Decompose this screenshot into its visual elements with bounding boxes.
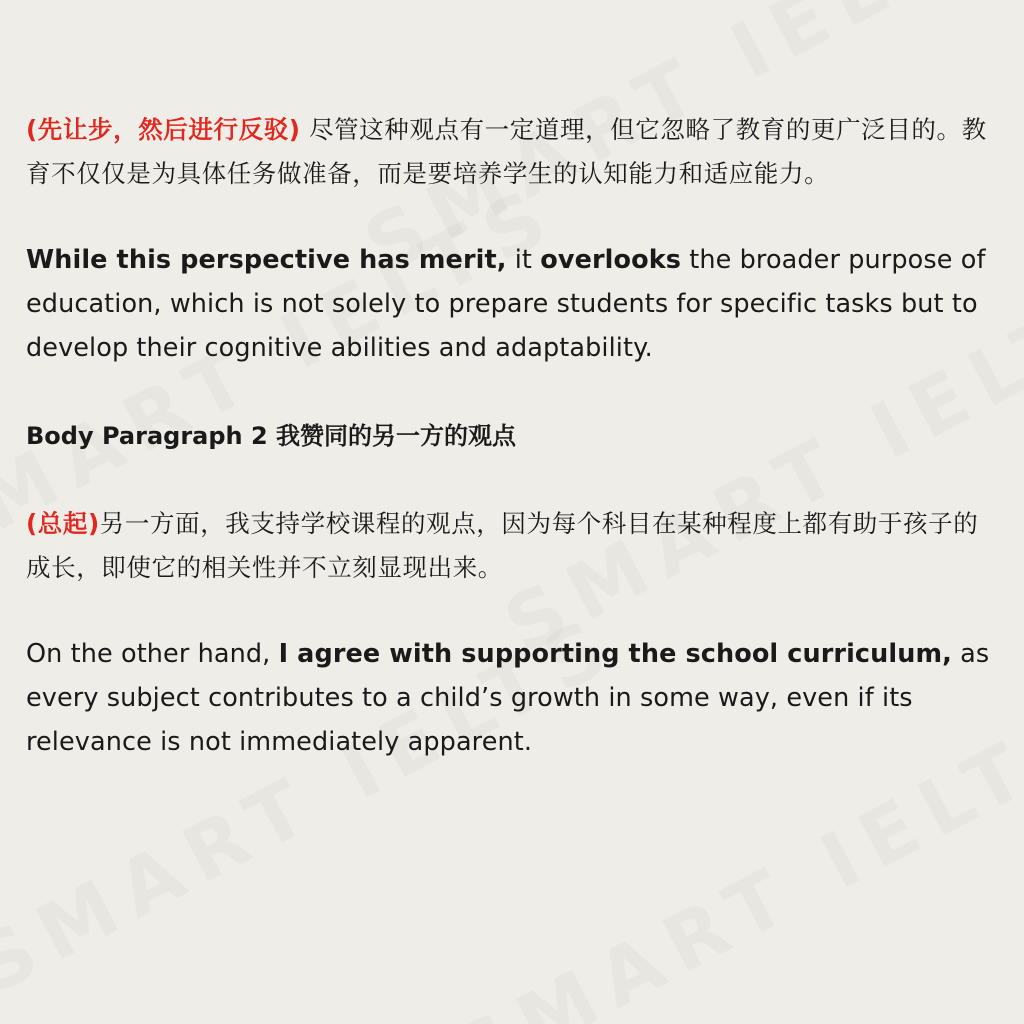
text-run: the broader purpose of education, which is not solely to prepare students for specific tasks but to develop their cognitive abilities and adaptability. <box>26 245 986 363</box>
paragraph-1-chinese-text: 尽管这种观点有一定道理，但它忽略了教育的更广泛目的。教育不仅仅是为具体任务做准备，而是要培养学生的认知能力和适应能力。 <box>26 115 987 188</box>
bold-phrase: overlooks <box>540 245 682 275</box>
paragraph-2-english <box>26 632 1002 764</box>
text-run: On the other hand, <box>26 639 279 669</box>
paragraph-2-chinese-text: 另一方面，我支持学校课程的观点，因为每个科目在某种程度上都有助于孩子的成长，即使它的相关性并不立刻显现出来。 <box>26 509 979 582</box>
paragraph-2-chinese <box>26 502 1002 590</box>
section-heading: Body Paragraph 2 我赞同的另一方的观点 <box>26 422 517 450</box>
text-run: it <box>506 245 541 275</box>
document-content <box>26 108 1002 764</box>
topic-tag: (总起) <box>26 509 100 538</box>
text-run: as every subject contributes to a child’s growth in some way, even if its relevance is not immediately apparent. <box>26 639 990 757</box>
paragraph-1-chinese <box>26 108 1002 196</box>
bold-phrase: I agree with supporting the school curriculum, <box>278 639 952 669</box>
bold-phrase: While this perspective has merit, <box>26 245 507 275</box>
paragraph-1-english <box>26 238 1002 370</box>
concession-tag: (先让步，然后进行反驳) <box>26 115 301 144</box>
